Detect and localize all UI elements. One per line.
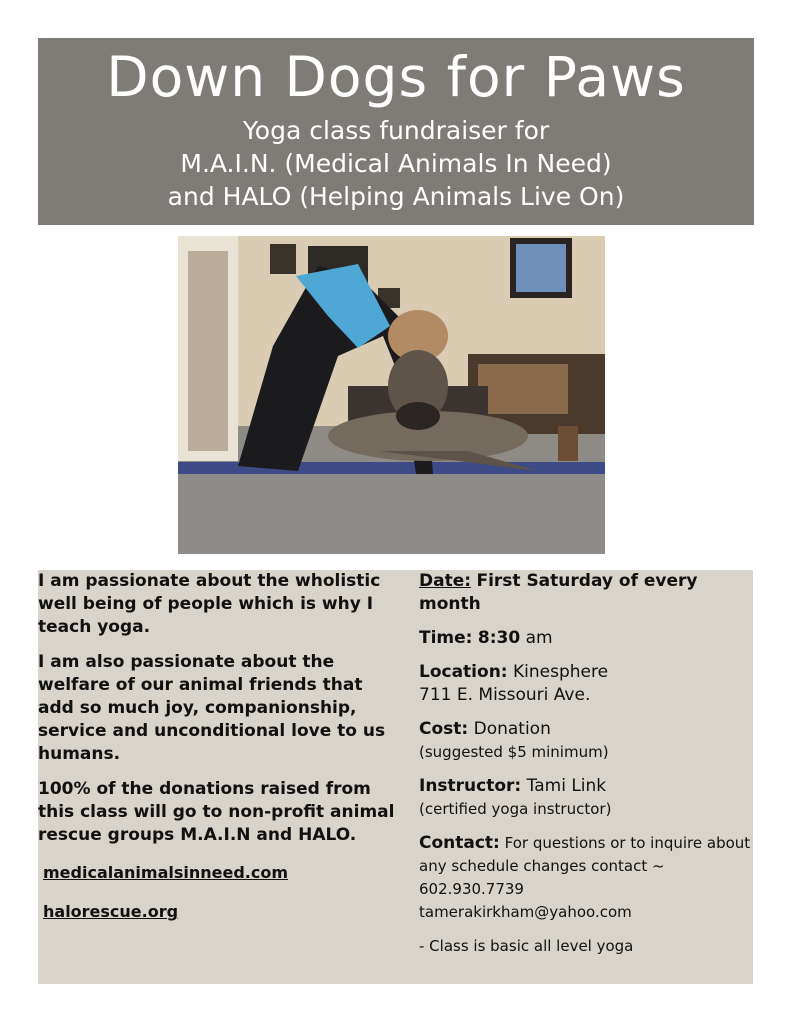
class-level-note: - Class is basic all level yoga [419,937,634,955]
cost-value: Donation [473,719,551,739]
about-paragraph-3: 100% of the donations raised from this class will go to non-profit animal rescue groups M.A.I.N and HALO. [38,779,395,845]
header-banner [38,38,754,225]
subtitle-line-3: and HALO (Helping Animals Live On) [167,182,625,211]
location-address: 711 E. Missouri Ave. [419,685,591,705]
time-row [419,627,755,650]
cost-row [419,718,755,764]
contact-value: For questions or to inquire about any schedule changes contact ~ [419,834,751,875]
instructor-row [419,775,755,821]
date-value: First Saturday of every month [419,571,698,614]
subtitle-line-2: M.A.I.N. (Medical Animals In Need) [180,149,612,178]
location-row [419,661,755,707]
time-label: Time: [419,628,473,648]
cost-note: (suggested $5 minimum) [419,743,609,761]
details-column [419,570,755,958]
about-paragraph-1: I am passionate about the wholistic well being of people which is why I teach yoga. [38,571,381,637]
subtitle-line-1: Yoga class fundraiser for [242,116,550,145]
halo-website-link[interactable]: halorescue.org [43,902,179,921]
instructor-note: (certified yoga instructor) [419,800,612,818]
photo-illustration [178,236,605,554]
about-paragraph-2: I am also passionate about the welfare of our animal friends that add so much joy, companionship, service and unconditional love to us humans. [38,652,386,764]
contact-phone: 602.930.7739 [419,880,524,898]
cost-label: Cost: [419,719,469,739]
date-label: Date: [419,571,472,591]
time-unit: am [525,628,553,648]
location-value: Kinesphere [513,662,609,682]
yoga-dog-photo [178,236,605,554]
poster-title: Down Dogs for Paws [106,45,686,109]
date-row [419,570,755,616]
instructor-value: Tami Link [526,776,607,796]
time-value: 8:30 [477,628,521,648]
about-column [38,570,398,923]
location-label: Location: [419,662,508,682]
contact-email: tamerakirkham@yahoo.com [419,903,632,921]
instructor-label: Instructor: [419,776,522,796]
contact-row [419,832,755,924]
contact-label: Contact: [419,833,500,853]
main-website-link[interactable]: medicalanimalsinneed.com [43,863,289,882]
